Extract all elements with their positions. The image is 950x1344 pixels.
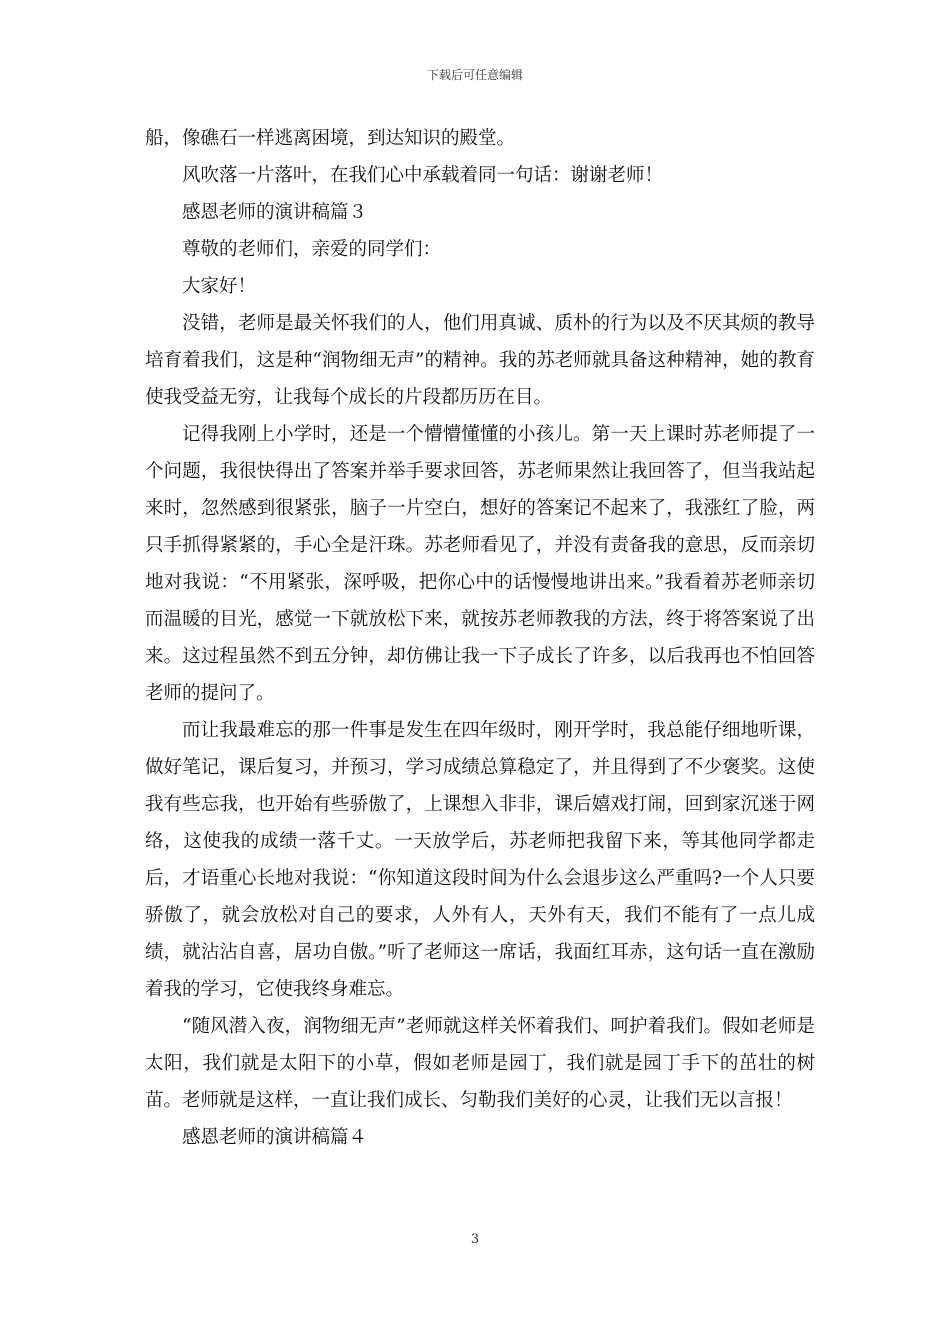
- paragraph-closing: “随风潜入夜，润物细无声”老师就这样关怀着我们、呵护着我们。假如老师是太阳，我们就是太阳下的小草，假如老师是园丁，我们就是园丁手下的茁壮的树苗。老师就是这样，一直让我们成长、匀勒我们美好的心灵，让我们无以言报！: [145, 1016, 815, 1111]
- paragraph-1: 船，像礁石一样逃离困境，到达知识的殿堂。: [145, 128, 516, 149]
- page-number: 3: [470, 1232, 480, 1247]
- paragraph-intro: 没错，老师是最关怀我们的人，他们用真诚、质朴的行为以及不厌其烦的教导培育着我们，这是种“润物细无声”的精神。我的苏老师就具备这种精神，她的教育使我受益无穷，让我每个成长的片段都历历在目。: [145, 313, 815, 408]
- paragraph-fourth-grade: 而让我最难忘的那一件事是发生在四年级时，刚开学时，我总能仔细地听课，做好笔记，课后复习，并预习，学习成绩总算稳定了，并且得到了不少褒奖。这使我有些忘我，也开始有些骄傲了，上课想入非非，课后嬉戏打闹，回到家沉迷于网络，这使我的成绩一落千丈。一天放学后，苏老师把我留下来，等其他同学都走后，才语重心长地对我说：“你知道这段时间为什么会退步这么严重吗?一个人只要骄傲了，就会放松对自己的要求，人外有人，天外有天，我们不能有了一点儿成绩，就沾沾自喜，居功自傲。”听了老师这一席话，我面红耳赤，这句话一直在激励着我的学习，它使我终身难忘。: [145, 720, 815, 1000]
- greeting: 大家好！: [182, 276, 257, 297]
- salutation: 尊敬的老师们，亲爱的同学们：: [182, 239, 442, 260]
- section-heading-3: 感恩老师的演讲稿篇３: [182, 202, 368, 223]
- page-header: 下载后可任意编辑: [426, 68, 523, 82]
- paragraph-first-memory: 记得我刚上小学时，还是一个懵懵懂懂的小孩儿。第一天上课时苏老师提了一个问题，我很快得出了答案并举手要求回答，苏老师果然让我回答了，但当我站起来时，忽然感到很紧张，脑子一片空白，想好的答案记不起来了，我涨红了脸，两只手抓得紧紧的，手心全是汗珠。苏老师看见了，并没有责备我的意思，反而亲切地对我说：“不用紧张，深呼吸，把你心中的话慢慢地讲出来。”我看着苏老师亲切而温暖的目光，感觉一下就放松下来，就按苏老师教我的方法，终于将答案说了出来。这过程虽然不到五分钟，却仿佛让我一下子成长了许多，以后我再也不怕回答老师的提问了。: [145, 424, 815, 704]
- paragraph-2: 风吹落一片落叶，在我们心中承载着同一句话：谢谢老师！: [182, 165, 664, 186]
- document-body: [145, 120, 815, 1156]
- section-heading-4: 感恩老师的演讲稿篇４: [182, 1127, 368, 1148]
